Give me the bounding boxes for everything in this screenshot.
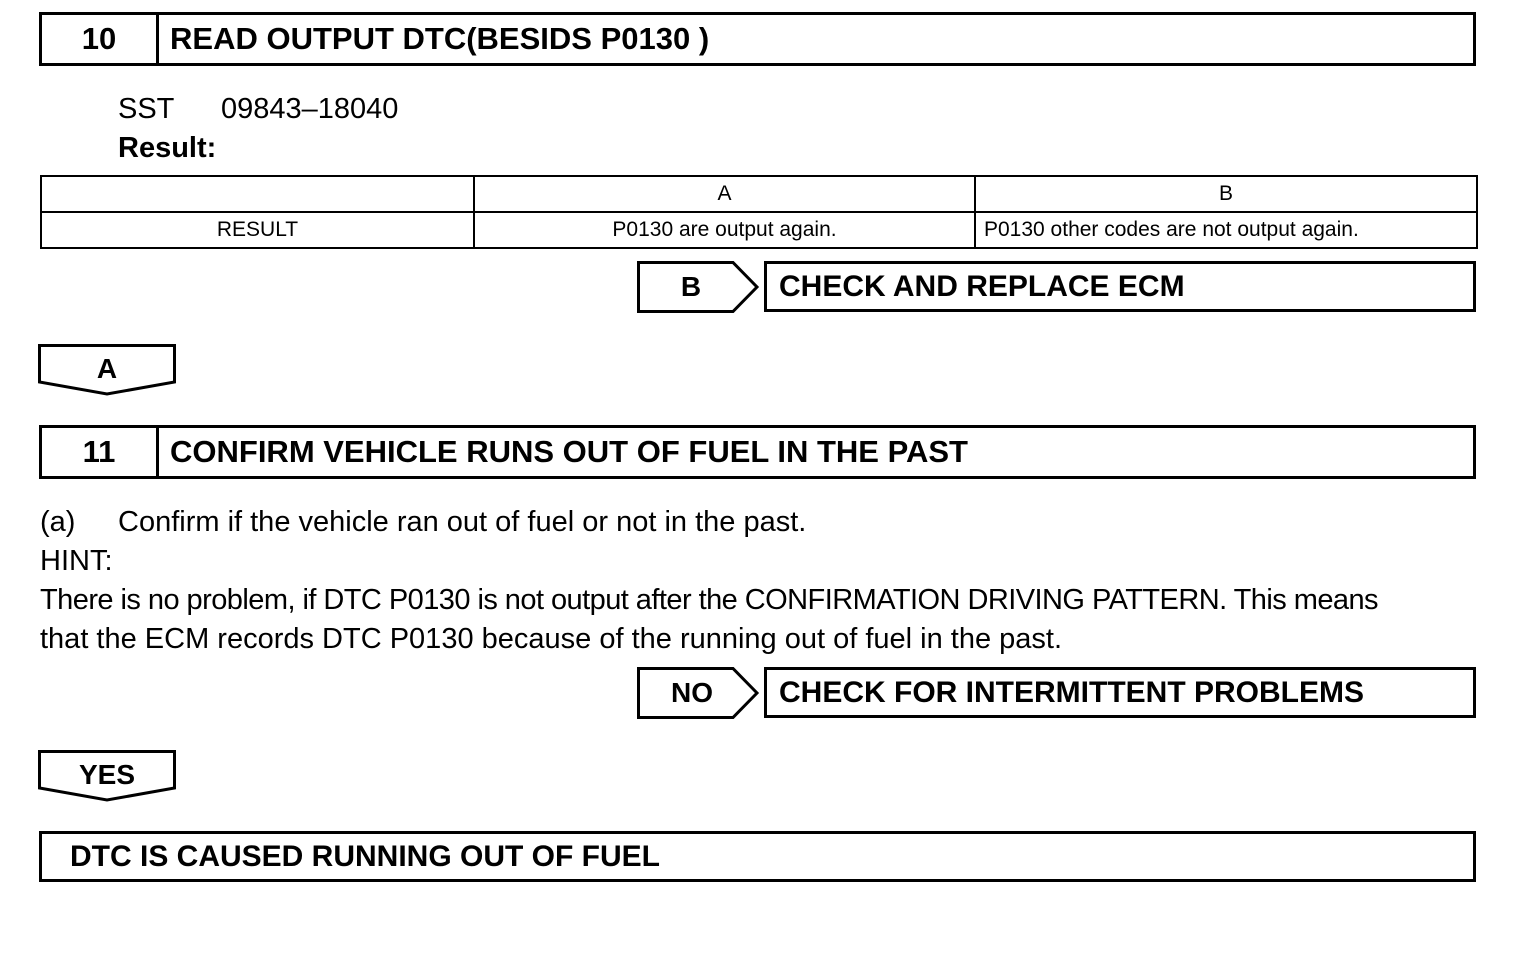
branch-no-tag: NO — [671, 677, 713, 708]
table-cell: RESULT — [41, 212, 474, 248]
step-11-number: 11 — [42, 428, 159, 476]
step-10-number: 10 — [42, 15, 159, 63]
step-11-title: CONFIRM VEHICLE RUNS OUT OF FUEL IN THE PAST — [170, 434, 968, 469]
step-10-header — [39, 12, 1476, 66]
result-table — [40, 175, 1478, 249]
check-replace-ecm-box: CHECK AND REPLACE ECM — [764, 261, 1476, 312]
sst-label: SST — [118, 93, 175, 125]
branch-a-arrow — [38, 344, 176, 396]
final-result-box: DTC IS CAUSED RUNNING OUT OF FUEL — [39, 831, 1476, 882]
item-text: Confirm if the vehicle ran out of fuel or not in the past. — [118, 506, 807, 538]
sst-value: 09843–18040 — [221, 93, 399, 125]
table-header-cell: B — [975, 176, 1477, 212]
check-intermittent-problems-box: CHECK FOR INTERMITTENT PROBLEMS — [764, 667, 1476, 718]
branch-a-tag: A — [96, 353, 118, 384]
table-header-cell — [41, 176, 474, 212]
branch-b-tag: B — [680, 271, 702, 302]
table-cell: P0130 other codes are not output again. — [975, 212, 1477, 248]
branch-yes-arrow — [38, 750, 176, 802]
item-marker: (a) — [40, 506, 76, 538]
hint-text-line-1: There is no problem, if DTC P0130 is not output after the CONFIRMATION DRIVING PATTERN. This means — [40, 584, 1379, 616]
table-header-row — [41, 176, 1477, 212]
hint-label: HINT: — [40, 545, 113, 577]
table-cell: P0130 are output again. — [474, 212, 975, 248]
branch-no-arrow — [637, 667, 761, 719]
table-header-cell: A — [474, 176, 975, 212]
branch-b-arrow — [637, 261, 761, 313]
table-row — [41, 212, 1477, 248]
step-10-title: READ OUTPUT DTC(BESIDS P0130 ) — [170, 21, 710, 56]
step-11-header — [39, 425, 1476, 479]
branch-yes-tag: YES — [78, 759, 136, 790]
result-label: Result: — [118, 132, 217, 164]
hint-text-line-2: that the ECM records DTC P0130 because of the running out of fuel in the past. — [40, 623, 1063, 655]
